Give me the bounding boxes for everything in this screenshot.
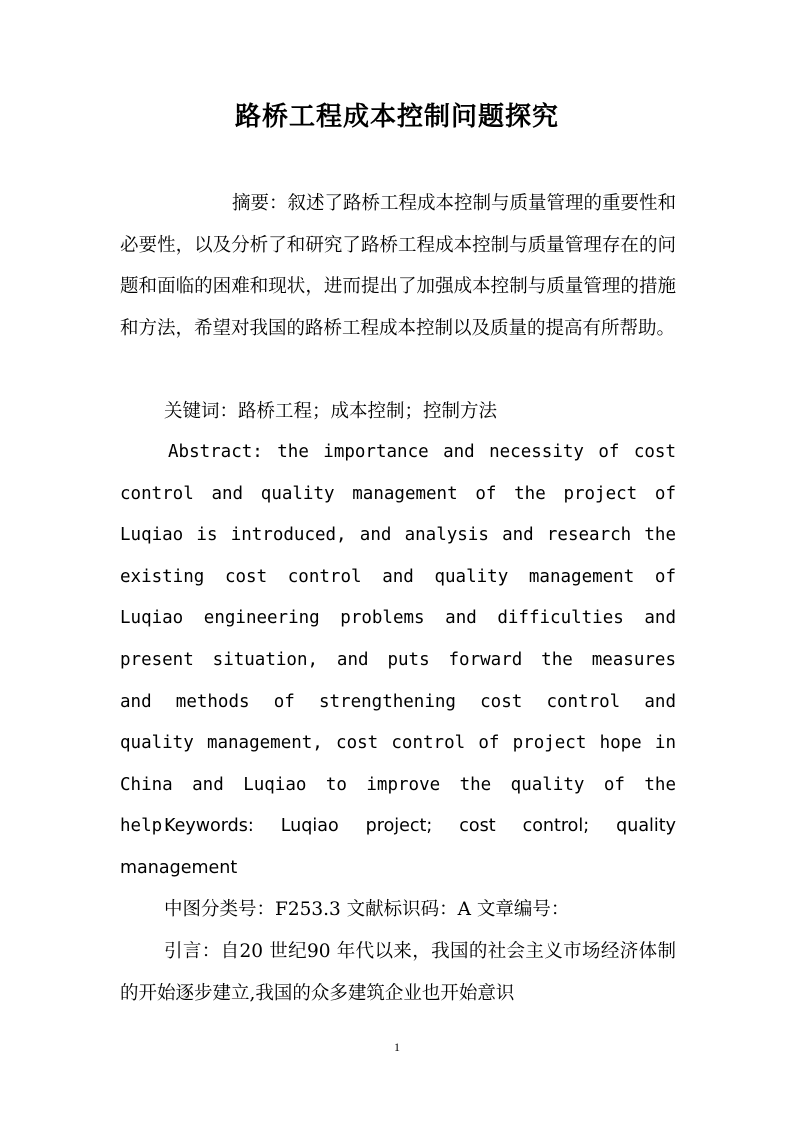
document-title: 路桥工程成本控制问题探究	[234, 102, 559, 132]
introduction-paragraph: 引言：自20 世纪90 年代以来，我国的社会主义市场经济体制的开始逐步建立,我国的众多建筑企业也开始意识	[120, 941, 676, 1004]
page-number: 1	[394, 1040, 400, 1054]
abstract-chinese: 摘要：叙述了路桥工程成本控制与质量管理的重要性和必要性，以及分析了和研究了路桥工程成本控制与质量管理存在的问题和面临的困难和现状，进而提出了加强成本控制与质量管理的措施和方法，希望对我国的路桥工程成本控制以及质量的提高有所帮助。	[120, 193, 677, 339]
abstract-english: Abstract: the importance and necessity of cost control and quality management of the project of Luqiao is introduced, and analysis and research the existing cost control and quality management of Luqiao engineering problems and difficulties and present situation, and puts forward the measures and methods of strengthening cost control and quality management, cost control of project hope in China and Luqiao to improve the quality of the help.	[120, 442, 676, 837]
keywords-english: Keywords: Luqiao project; cost control; quality management	[120, 816, 676, 878]
classification-line: 中图分类号：F253.3 文献标识码：A 文章编号：	[164, 899, 570, 920]
keywords-chinese: 关键词：路桥工程；成本控制；控制方法	[164, 401, 498, 422]
